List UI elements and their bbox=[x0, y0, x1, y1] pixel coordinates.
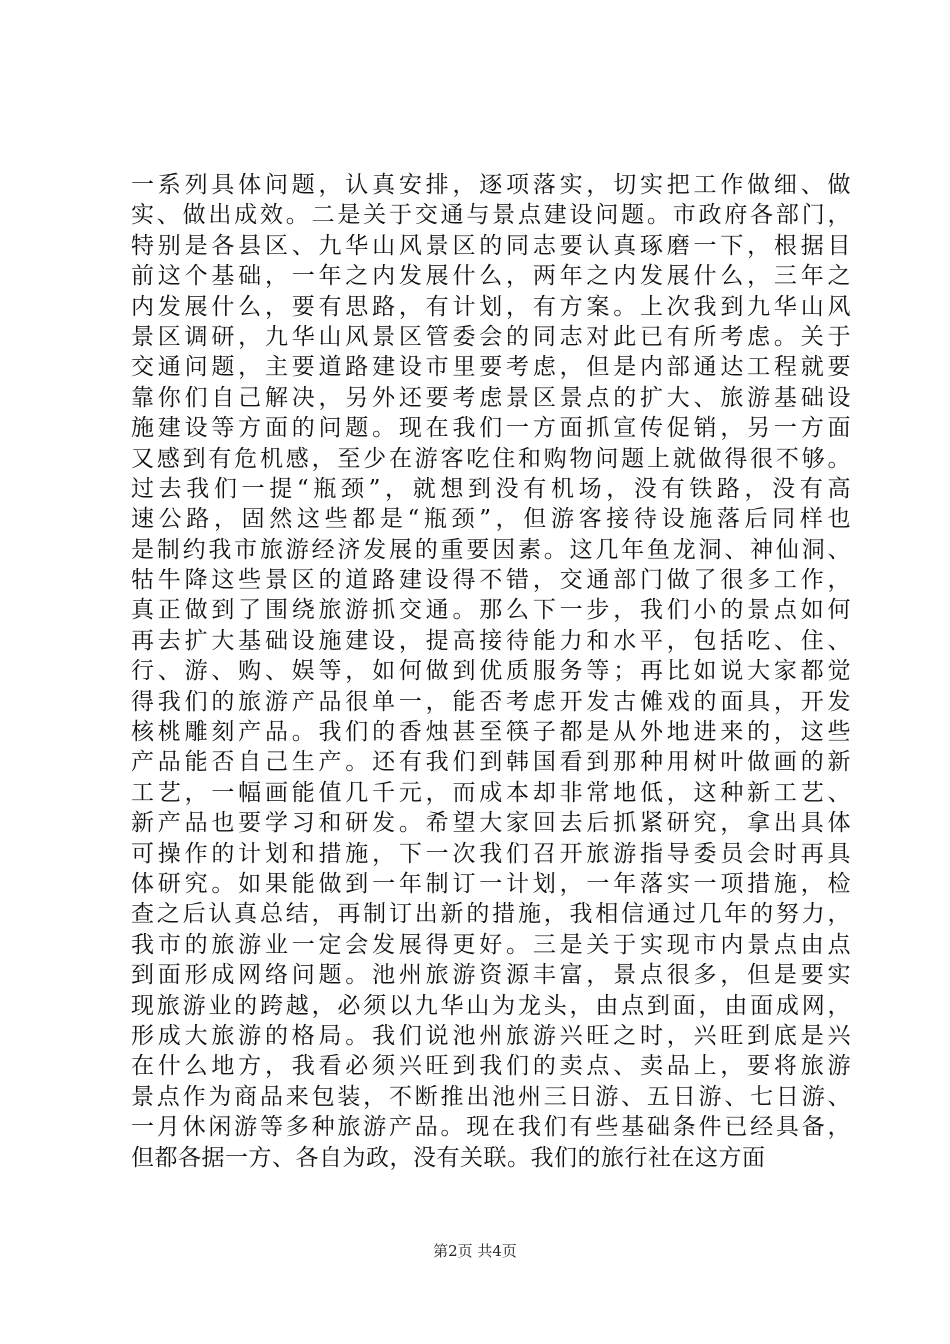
text-line: 核桃雕刻产品。我们的香烛甚至筷子都是从外地进来的，这些 bbox=[131, 719, 851, 746]
text-line: 在什么地方，我看必须兴旺到我们的卖点、卖品上，要将旅游 bbox=[131, 1053, 851, 1080]
text-line: 交通问题，主要道路建设市里要考虑，但是内部通达工程就要 bbox=[131, 354, 851, 381]
text-line: 速公路，固然这些都是“瓶颈”，但游客接待设施落后同样也 bbox=[131, 506, 851, 533]
text-line: 施建设等方面的问题。现在我们一方面抓宣传促销，另一方面 bbox=[131, 415, 851, 442]
text-line: 可操作的计划和措施，下一次我们召开旅游指导委员会时再具 bbox=[131, 840, 851, 867]
text-line: 再去扩大基础设施建设，提高接待能力和水平，包括吃、住、 bbox=[131, 627, 851, 654]
text-line: 景区调研，九华山风景区管委会的同志对此已有所考虑。关于 bbox=[131, 323, 851, 350]
text-line: 是制约我市旅游经济发展的重要因素。这几年鱼龙洞、神仙洞、 bbox=[131, 536, 851, 563]
text-line: 但都各据一方、各自为政，没有关联。我们的旅行社在这方面 bbox=[131, 1144, 766, 1171]
text-line: 查之后认真总结，再制订出新的措施，我相信通过几年的努力， bbox=[131, 901, 851, 928]
text-line: 行、游、购、娱等，如何做到优质服务等；再比如说大家都觉 bbox=[131, 658, 851, 685]
text-line: 实、做出成效。二是关于交通与景点建设问题。市政府各部门， bbox=[131, 202, 851, 229]
text-line: 工艺，一幅画能值几千元，而成本却非常地低，这种新工艺、 bbox=[131, 779, 851, 806]
text-line: 现旅游业的跨越，必须以九华山为龙头，由点到面，由面成网， bbox=[131, 992, 851, 1019]
text-line: 特别是各县区、九华山风景区的同志要认真琢磨一下，根据目 bbox=[131, 232, 851, 259]
body-text bbox=[131, 170, 851, 1173]
text-line: 新产品也要学习和研发。希望大家回去后抓紧研究，拿出具体 bbox=[131, 810, 851, 837]
text-line: 过去我们一提“瓶颈”，就想到没有机场，没有铁路，没有高 bbox=[131, 475, 851, 502]
text-line: 我市的旅游业一定会发展得更好。三是关于实现市内景点由点 bbox=[131, 931, 851, 958]
text-line: 又感到有危机感，至少在游客吃住和购物问题上就做得很不够。 bbox=[131, 445, 851, 472]
text-line: 到面形成网络问题。池州旅游资源丰富，景点很多，但是要实 bbox=[131, 962, 851, 989]
text-line: 前这个基础，一年之内发展什么，两年之内发展什么，三年之 bbox=[131, 263, 851, 290]
text-line: 牯牛降这些景区的道路建设得不错，交通部门做了很多工作， bbox=[131, 567, 851, 594]
text-line: 内发展什么，要有思路，有计划，有方案。上次我到九华山风 bbox=[131, 293, 851, 320]
text-line: 得我们的旅游产品很单一，能否考虑开发古傩戏的面具，开发 bbox=[131, 688, 851, 715]
text-line: 真正做到了围绕旅游抓交通。那么下一步，我们小的景点如何 bbox=[131, 597, 851, 624]
text-line: 靠你们自己解决，另外还要考虑景区景点的扩大、旅游基础设 bbox=[131, 384, 851, 411]
text-line: 体研究。如果能做到一年制订一计划，一年落实一项措施，检 bbox=[131, 870, 851, 897]
text-line: 一月休闲游等多种旅游产品。现在我们有些基础条件已经具备， bbox=[131, 1114, 851, 1141]
text-line: 产品能否自己生产。还有我们到韩国看到那种用树叶做画的新 bbox=[131, 749, 851, 776]
text-line: 景点作为商品来包装，不断推出池州三日游、五日游、七日游、 bbox=[131, 1083, 851, 1110]
page-number-footer: 第2页 共4页 bbox=[433, 1242, 517, 1260]
text-line: 形成大旅游的格局。我们说池州旅游兴旺之时，兴旺到底是兴 bbox=[131, 1022, 851, 1049]
text-line: 一系列具体问题，认真安排，逐项落实，切实把工作做细、做 bbox=[131, 172, 851, 198]
